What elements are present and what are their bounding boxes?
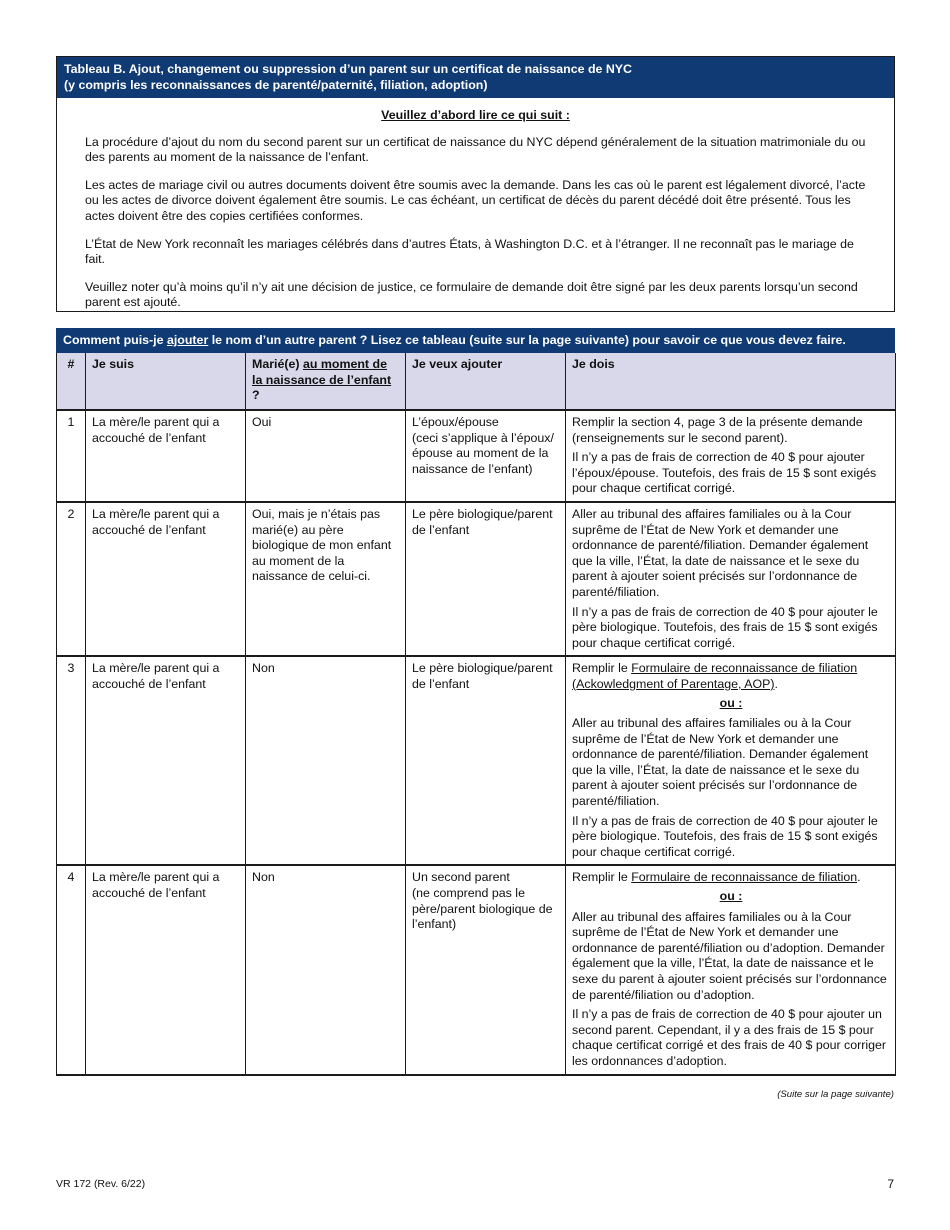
add-parent-table-box [56, 328, 895, 1076]
paragraph-procedure: La procédure d’ajout du nom du second parent sur un certificat de naissance du NYC dépend généralement de la situation matrimoniale du ou des parents au moment de la naissance de l’enfant. [85, 134, 866, 165]
dois-paragraph: Aller au tribunal des affaires familiales ou à la Cour suprême de l’État de New York et demander une ordonnance de parenté/filiation. Demander également que la ville, l’État, la date de naissance et le sexe du parent à ajouter soient précisés sur l’ordonnance de parenté/filiation. [572, 716, 869, 809]
table-row [57, 410, 896, 502]
col-header-dois: Je dois [566, 353, 896, 410]
dois-paragraph: Aller au tribunal des affaires familiales ou à la Cour suprême de l’État de New York et demander une ordonnance de parenté/filiation ou d’adoption. Demander également que la ville, l’État, la date de naissance et le sexe du parent à ajouter soient précisés sur l’ordonnance de parenté/filiation ou d’adoption. [572, 909, 887, 1002]
dois-paragraph: Il n’y a pas de frais de correction de 40 $ pour ajouter le père biologique. Toutefois, des frais de 15 $ sont exigés pour chaque certificat corrigé. [572, 604, 878, 650]
cell-marie: Non [246, 865, 406, 1074]
cell-je-suis: La mère/le parent qui a accouché de l’enfant [86, 656, 246, 865]
or-separator: ou : [719, 889, 743, 904]
header-text-post: le nom d’un autre parent ? Lisez ce tableau (suite sur la page suivante) pour savoir ce que vous devez faire. [208, 333, 846, 347]
table-row [57, 656, 896, 865]
dois-text: Remplir le [572, 661, 632, 676]
dois-paragraph: Remplir la section 4, page 3 de la présente demande (renseignements sur le second parent). [572, 415, 863, 445]
page-number: 7 [887, 1177, 894, 1191]
aop-form-link[interactable]: Formulaire de reconnaissance de filiation [631, 870, 858, 885]
cell-marie: Non [246, 656, 406, 865]
form-id: VR 172 (Rev. 6/22) [56, 1178, 146, 1190]
table-b-header [57, 57, 894, 98]
dois-paragraph: Il n’y a pas de frais de correction de 40 $ pour ajouter le père biologique. Toutefois, des frais de 15 $ sont exigés pour chaque certificat corrigé. [572, 813, 878, 859]
paragraph-signature: Veuillez noter qu’à moins qu’il n’y ait une décision de justice, ce formulaire de demande doit être signé par les deux parents lorsqu’un second parent est ajouté. [85, 279, 858, 310]
row-number: 2 [57, 502, 86, 656]
continued-note: (Suite sur la page suivante) [777, 1089, 894, 1100]
cell-dois [566, 865, 896, 1074]
dois-paragraph [572, 870, 890, 886]
cell-dois [566, 656, 896, 865]
cell-dois [566, 502, 896, 656]
dois-paragraph: Il n’y a pas de frais de correction de 40 $ pour ajouter l’époux/épouse. Toutefois, des frais de 15 $ sont exigés pour chaque certificat corrigé. [572, 450, 877, 496]
table-b-body [57, 135, 894, 311]
dois-paragraph [572, 661, 890, 692]
cell-ajouter: L’époux/épouse (ceci s’applique à l’époux/épouse au moment de la naissance de l’enfant) [406, 410, 566, 502]
col-header-marie-ul: au moment de la naissance de l’enfant [252, 357, 392, 387]
aop-form-link[interactable]: Formulaire de reconnaissance de filiation (Ackowledgment of Parentage, AOP) [572, 661, 858, 691]
cell-je-suis: La mère/le parent qui a accouché de l’enfant [86, 502, 246, 656]
table-row [57, 502, 896, 656]
or-separator: ou : [719, 695, 743, 710]
table-header-row [57, 353, 896, 410]
cell-je-suis: La mère/le parent qui a accouché de l’enfant [86, 865, 246, 1074]
col-header-ajouter: Je veux ajouter [406, 353, 566, 410]
header-text-underlined: ajouter [166, 333, 209, 347]
header-text-pre: Comment puis-je [63, 333, 167, 347]
paragraph-marriage-recognition: L’État de New York reconnaît les mariages célébrés dans d’autres États, à Washington D.C. et à l’étranger. Il ne reconnaît pas le mariage de fait. [85, 236, 854, 267]
dois-text: . [857, 870, 861, 885]
paragraph-documents: Les actes de mariage civil ou autres documents doivent être soumis avec la demande. Dans les cas où le parent est légalement divorcé, l’acte ou les actes de divorce doivent également être soumis. Le cas échéant, un certificat de décès du parent décédé doit être présenté. Tous les actes doivent être des copies certifiées conformes. [85, 177, 866, 223]
add-parent-table [56, 353, 896, 1076]
col-header-je-suis: Je suis [86, 353, 246, 410]
col-header-marie-post: ? [252, 388, 260, 403]
col-header-num: # [57, 353, 86, 410]
row-number: 1 [57, 410, 86, 502]
dois-paragraph: Aller au tribunal des affaires familiales ou à la Cour suprême de l’État de New York et demander une ordonnance de parenté/filiation. Demander également que la ville, l’État, la date de naissance et le sexe du parent à ajouter soient précisés sur l’ordonnance de parenté/filiation. [572, 506, 869, 599]
dois-text: . [774, 676, 778, 691]
cell-ajouter: Le père biologique/parent de l’enfant [406, 656, 566, 865]
add-parent-table-header [56, 328, 895, 353]
table-b-title-line1: Tableau B. Ajout, changement ou suppression d’un parent sur un certificat de naissance de NYC [64, 62, 633, 76]
col-header-marie [246, 353, 406, 410]
col-header-marie-pre: Marié(e) [252, 357, 303, 371]
row-number: 4 [57, 865, 86, 1074]
cell-je-suis: La mère/le parent qui a accouché de l’enfant [86, 410, 246, 502]
cell-ajouter: Un second parent (ne comprend pas le père/parent biologique de l’enfant) [406, 865, 566, 1074]
row-number: 3 [57, 656, 86, 865]
table-b-title-line2: (y compris les reconnaissances de parenté/paternité, filiation, adoption) [64, 78, 488, 92]
dois-text: Remplir le [572, 870, 632, 885]
cell-ajouter: Le père biologique/parent de l’enfant [406, 502, 566, 656]
cell-dois [566, 410, 896, 502]
table-b-box [56, 56, 895, 312]
dois-paragraph: Il n’y a pas de frais de correction de 40 $ pour ajouter un second parent. Cependant, il y a des frais de 15 $ pour chaque certificat corrigé et des frais de 40 $ pour corriger les ordonnances d’adoption. [572, 1007, 887, 1068]
cell-marie: Oui, mais je n’étais pas marié(e) au père biologique de mon enfant au moment de la naissance de celui-ci. [246, 502, 406, 656]
read-first-subtitle: Veuillez d’abord lire ce qui suit : [381, 108, 570, 122]
table-row [57, 865, 896, 1074]
cell-marie: Oui [246, 410, 406, 502]
